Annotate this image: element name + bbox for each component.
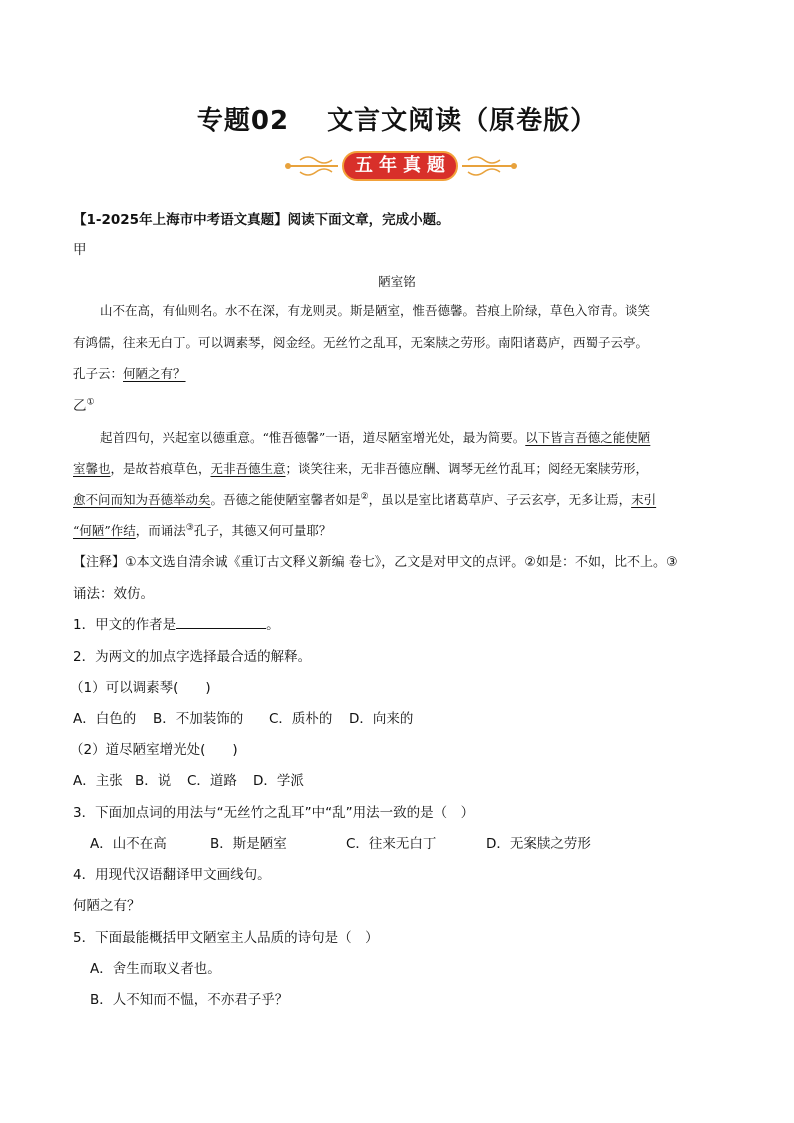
question-2-1: （1）可以调素琴( )	[70, 680, 211, 696]
jia-line-1: 山不在高，有仙则名。水不在深，有龙则灵。斯是陋室，惟吾德馨。苔痕上阶绿，草色入帘青。谈笑	[100, 303, 651, 318]
question-4: 4．用现代汉语翻译甲文画线句。	[73, 867, 271, 883]
option-a[interactable]: A．主张	[73, 773, 123, 789]
question-2-2-options	[73, 769, 304, 789]
jia-underlined-sentence: 何陋之有？	[123, 366, 186, 381]
option-c[interactable]: C．道路	[187, 773, 237, 789]
yi-line-3-mid: 。吾德之能使陋室馨者如是	[210, 492, 361, 507]
option-a[interactable]: A．山不在高	[90, 836, 167, 852]
option-d[interactable]: D．向来的	[349, 711, 414, 727]
question-5: 5．下面最能概括甲文陋室主人品质的诗句是（ ）	[73, 930, 379, 946]
question-3-options	[90, 832, 591, 852]
question-4-sentence: 何陋之有？	[73, 898, 141, 914]
yi-line-1-text: 起首四句，兴起室以德重意。“惟吾德馨”一语，道尽陋室增光处，最为简要。	[100, 430, 526, 445]
yi-line-3-underline: 愈不问而知为吾德举动矣	[73, 492, 211, 507]
yi-line-3-post: ，虽以是室比诸葛草庐、子云玄亭，无多让焉，	[368, 492, 632, 507]
option-c[interactable]: C．质朴的	[269, 711, 333, 727]
jia-line-3	[73, 364, 186, 382]
question-2-2: （2）道尽陋室增光处( )	[70, 742, 238, 758]
yi-line-4-mid: ，而诵法	[135, 523, 186, 538]
yi-line-3	[73, 490, 656, 508]
five-year-badge: 五年真题	[342, 151, 458, 181]
option-c[interactable]: C．往来无白丁	[346, 836, 437, 852]
yi-line-3-sup: ②	[360, 491, 369, 502]
notes-line-1: 【注释】①本文选自清余诚《重订古文释义新编 卷七》，乙文是对甲文的点评。②如是：不如，比不上。③	[73, 555, 678, 570]
question-2-1-options	[73, 707, 413, 727]
option-b[interactable]: B．不加装饰的	[153, 711, 244, 727]
yi-line-2-underline-a: 室馨也	[73, 461, 111, 476]
question-5-option-a[interactable]: A．舍生而取义者也。	[90, 961, 221, 977]
question-1-text: 1．甲文的作者是	[73, 617, 177, 633]
answer-blank[interactable]	[176, 616, 266, 629]
yi-label-text: 乙	[73, 398, 87, 414]
title-topic: 专题02	[196, 106, 290, 136]
jia-label: 甲	[73, 242, 87, 258]
yi-line-4	[73, 521, 331, 539]
jia-line-2: 有鸿儒，往来无白丁。可以调素琴，阅金经。无丝竹之乱耳，无案牍之劳形。南阳诸葛庐，西蜀子云亭。	[73, 335, 649, 350]
yi-line-2-mid: ，是故苔痕草色，	[110, 461, 211, 476]
notes-line-2: 诵法：效仿。	[73, 586, 154, 602]
page-title	[0, 100, 794, 137]
option-b[interactable]: B．斯是陋室	[210, 836, 287, 852]
option-a[interactable]: A．白色的	[73, 711, 137, 727]
yi-line-1	[100, 428, 650, 446]
yi-line-1-underline: 以下皆言吾德之能使陋	[525, 430, 651, 445]
option-d[interactable]: D．学派	[253, 773, 304, 789]
yi-line-3-underline-end: 末引	[631, 492, 657, 507]
yi-line-2	[73, 459, 648, 477]
question-3: 3．下面加点词的用法与“无丝竹之乱耳”中“乱”用法一致的是（ ）	[73, 805, 475, 821]
yi-line-2-post: ；谈笑往来，无非吾德应酬、调琴无丝竹乱耳；阅经无案牍劳形，	[285, 461, 649, 476]
intro-text: 【1-2025年上海市中考语文真题】阅读下面文章，完成小题。	[73, 212, 450, 228]
question-1	[73, 613, 280, 633]
yi-line-4-underline: “何陋”作结	[73, 523, 136, 538]
title-subject: 文言文阅读（原卷版）	[327, 106, 598, 136]
jia-line-3-lead: 孔子云：	[73, 366, 124, 381]
yi-note-mark: ①	[86, 397, 95, 408]
yi-line-4-post: 孔子，其德又何可量耶？	[193, 523, 332, 538]
option-d[interactable]: D．无案牍之劳形	[486, 836, 591, 852]
yi-label	[73, 394, 95, 414]
question-2: 2．为两文的加点字选择最合适的解释。	[73, 649, 312, 665]
yi-line-2-underline-b: 无非吾德生意	[210, 461, 286, 476]
option-b[interactable]: B．说	[135, 773, 172, 789]
yi-line-4-sup: ③	[185, 522, 194, 533]
jia-title: 陋室铭	[378, 274, 416, 289]
question-5-option-b[interactable]: B．人不知而不愠，不亦君子乎？	[90, 992, 289, 1008]
question-1-end: 。	[266, 617, 280, 633]
